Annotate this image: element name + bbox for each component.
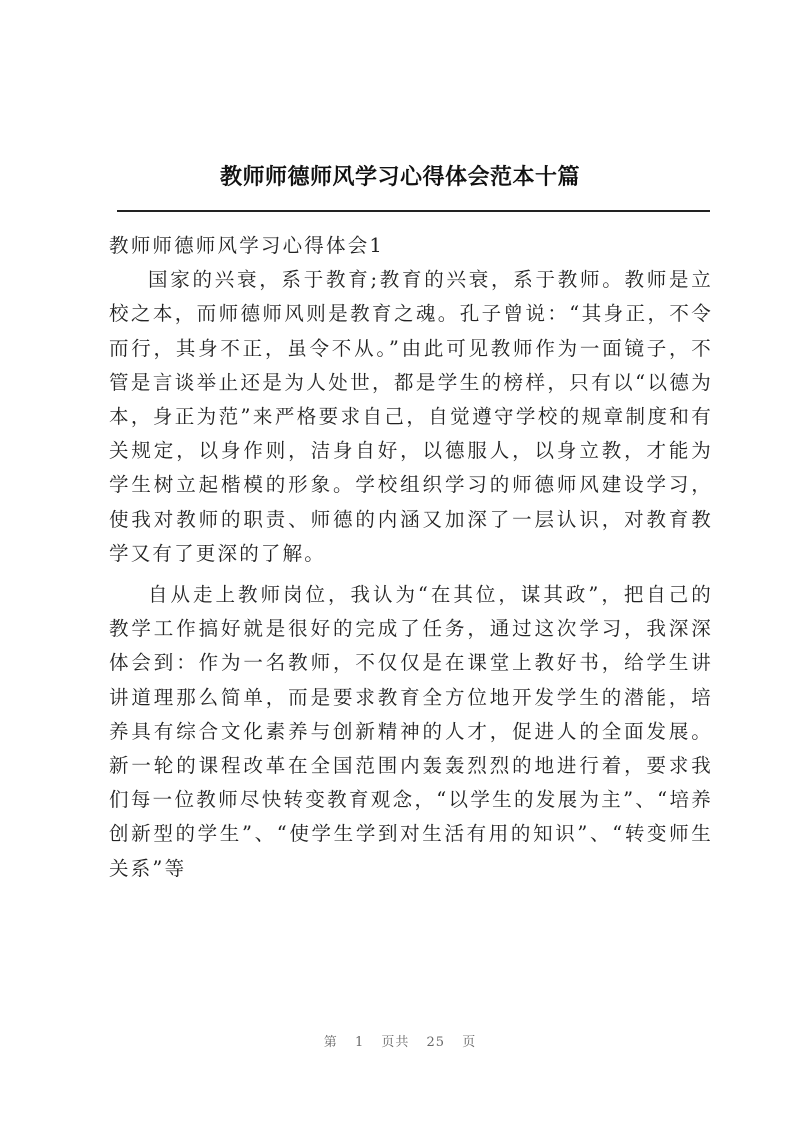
document-body xyxy=(109,229,713,893)
title-underline-divider xyxy=(117,210,710,212)
footer-middle: 页共 xyxy=(381,1035,410,1050)
footer-suffix: 页 xyxy=(462,1035,477,1050)
body-paragraph-2: 自从走上教师岗位，我认为“在其位，谋其政”，把自己的教学工作搞好就是很好的完成了任务，通过这次学习，我深深体会到：作为一名教师，不仅仅是在课堂上教好书，给学生讲讲道理那么简单，而是要求教育全方位地开发学生的潜能，培养具有综合文化素养与创新精神的人才，促进人的全面发展。新一轮的课程改革在全国范围内轰轰烈烈的地进行着，要求我们每一位教师尽快转变教育观念，“以学生的发展为主”、“培养创新型的学生”、“使学生学到对生活有用的知识”、“转变师生关系”等 xyxy=(109,583,713,880)
footer-page-number: 1 xyxy=(354,1035,365,1050)
document-title: 教师师德师风学习心得体会范本十篇 xyxy=(219,164,580,190)
footer-prefix: 第 xyxy=(323,1035,338,1050)
section-heading: 教师师德师风学习心得体会1 xyxy=(109,234,385,257)
footer-total-pages: 25 xyxy=(426,1035,446,1050)
body-paragraph-1: 国家的兴衰，系于教育;教育的兴衰，系于教师。教师是立校之本，而师德师风则是教育之魂。孔子曾说：“其身正，不令而行，其身不正，虽令不从。”由此可见教师作为一面镜子，不管是言谈举止还是为人处世，都是学生的榜样，只有以“以德为本，身正为范”来严格要求自己，自觉遵守学校的规章制度和有关规定，以身作则，洁身自好，以德服人，以身立教，才能为学生树立起楷模的形象。学校组织学习的师德师风建设学习，使我对教师的职责、师德的内涵又加深了一层认识，对教育教学又有了更深的了解。 xyxy=(109,268,713,565)
page-footer xyxy=(0,1031,800,1050)
